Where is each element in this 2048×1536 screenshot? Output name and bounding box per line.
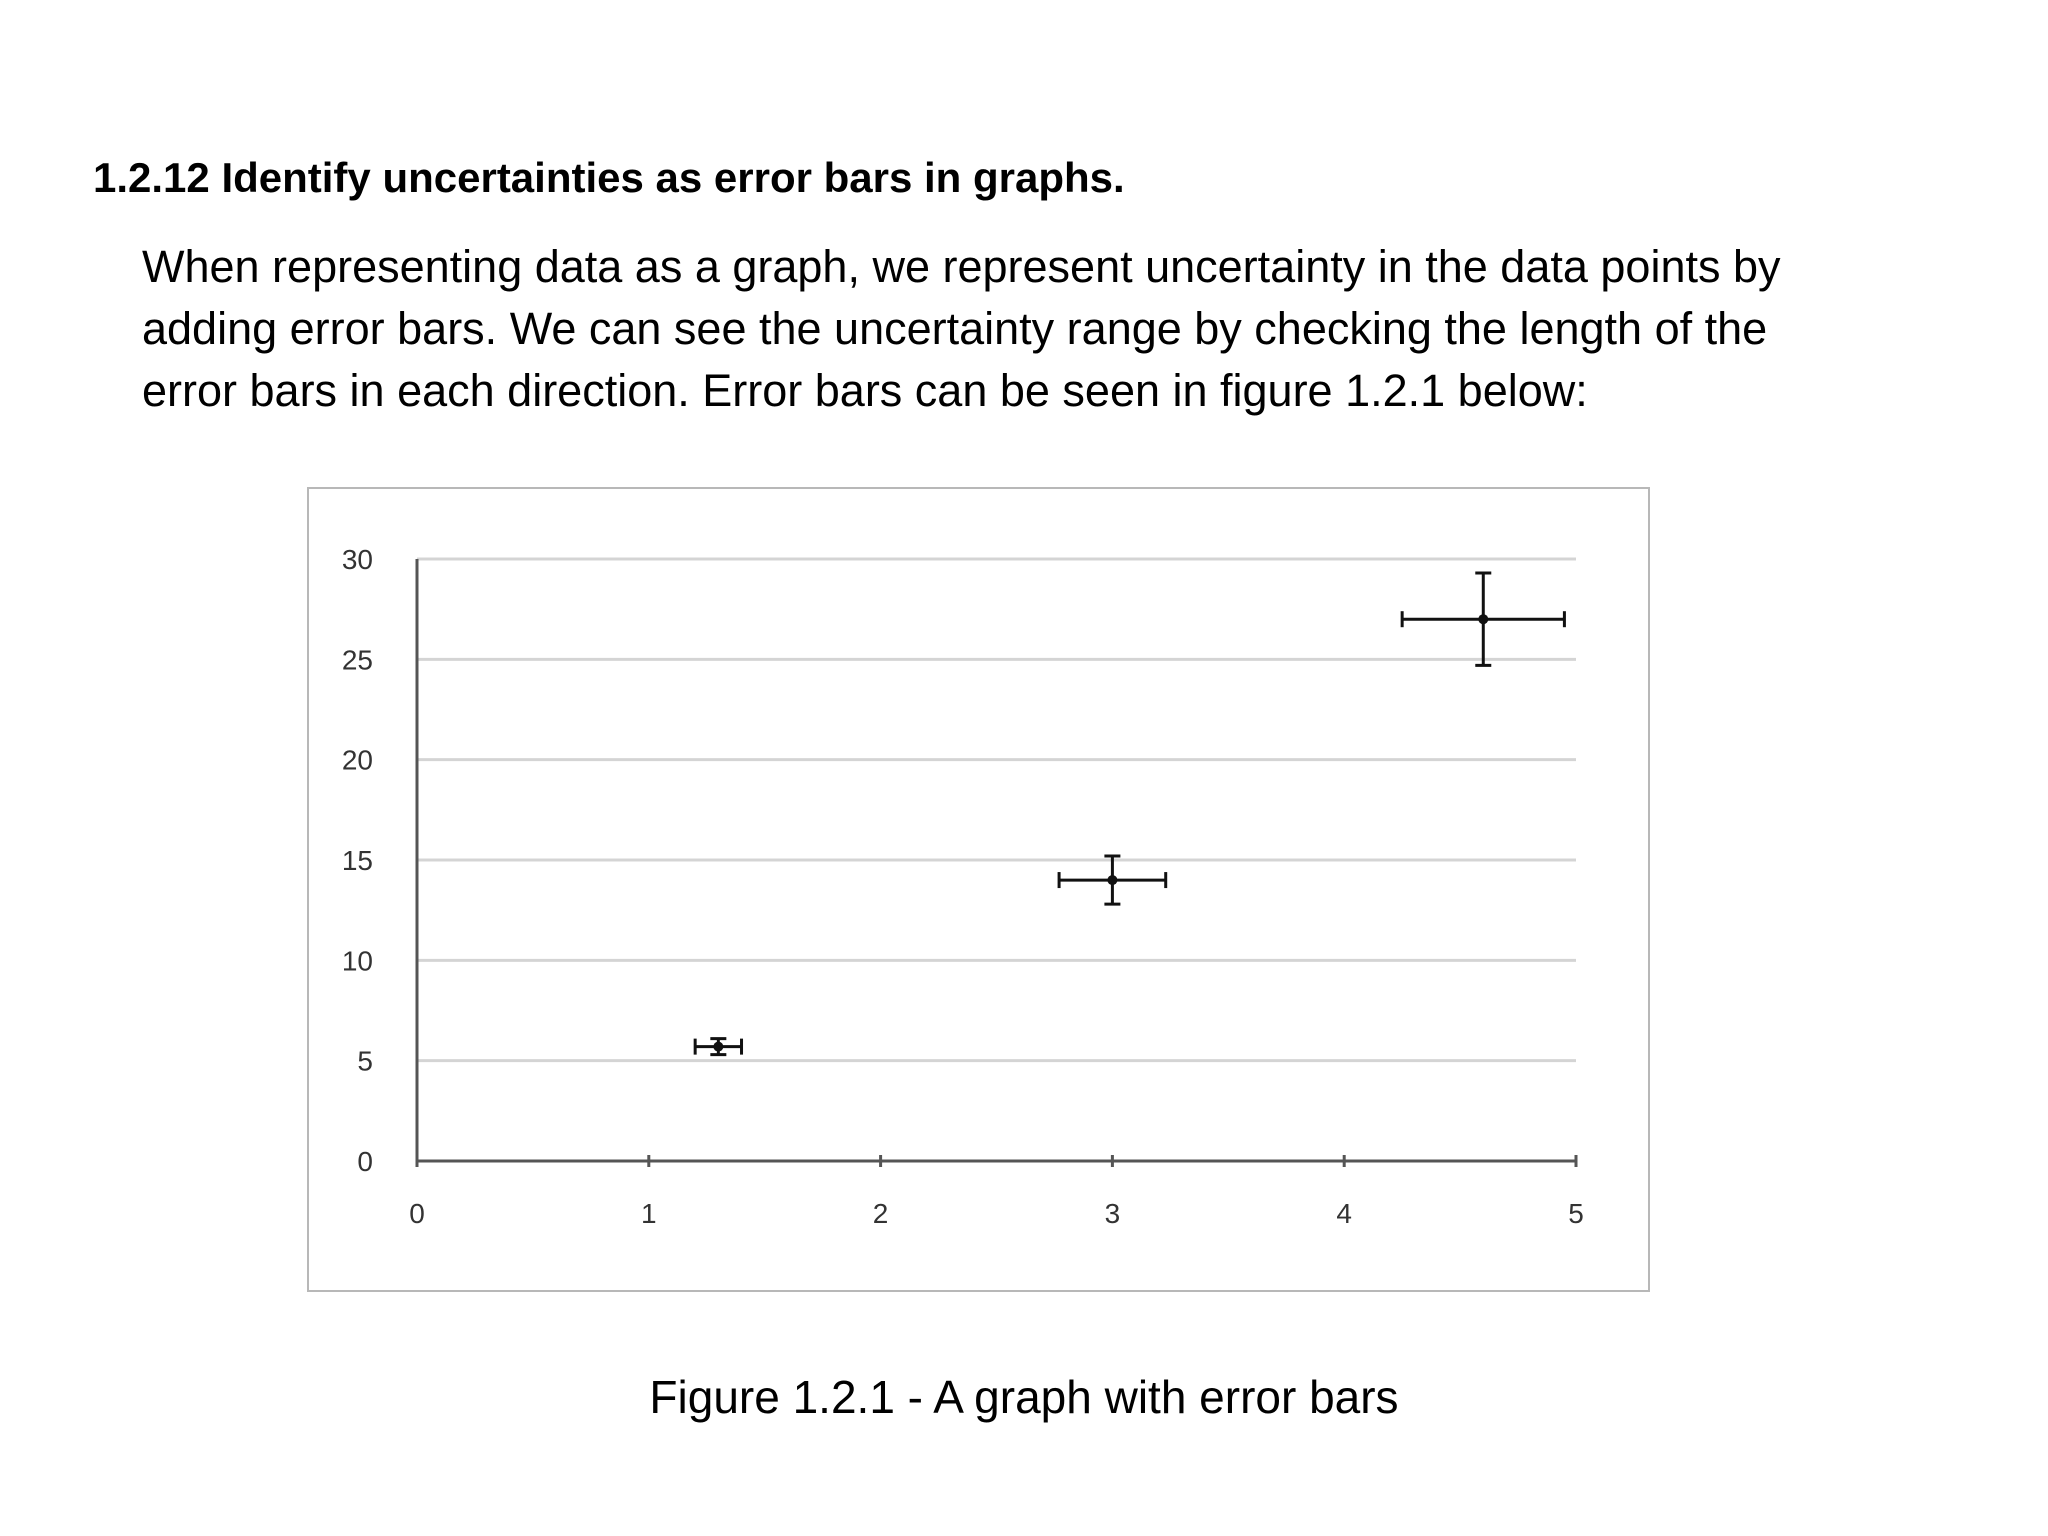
figure-frame — [307, 487, 1650, 1292]
paragraph-line: adding error bars. We can see the uncertainty range by checking the length of the — [142, 303, 1768, 354]
y-tick-label: 15 — [341, 845, 373, 876]
paragraph-line: When representing data as a graph, we represent uncertainty in the data points by — [142, 241, 1781, 292]
y-tick-label: 0 — [357, 1146, 373, 1177]
error-bar-chart — [309, 489, 1648, 1290]
y-tick-label: 20 — [341, 744, 373, 776]
data-point — [1107, 875, 1117, 885]
x-tick-label: 3 — [1104, 1198, 1121, 1229]
body-paragraph — [142, 236, 1962, 422]
section-heading: 1.2.12 Identify uncertainties as error bars in graphs. — [93, 154, 1125, 201]
y-tick-label: 25 — [341, 644, 373, 676]
figure-caption: Figure 1.2.1 - A graph with error bars — [649, 1371, 1399, 1423]
x-tick-label: 2 — [872, 1198, 889, 1229]
data-point — [713, 1042, 723, 1052]
x-tick-label: 1 — [641, 1198, 657, 1229]
x-tick-label: 4 — [1336, 1198, 1352, 1229]
x-tick-label: 5 — [1568, 1198, 1584, 1229]
y-tick-label: 5 — [357, 1045, 373, 1077]
y-tick-label: 30 — [341, 544, 373, 575]
x-tick-label: 0 — [409, 1198, 425, 1229]
data-point — [1478, 614, 1488, 624]
y-tick-label: 10 — [341, 945, 373, 977]
paragraph-line: error bars in each direction. Error bars can be seen in figure 1.2.1 below: — [142, 365, 1588, 416]
